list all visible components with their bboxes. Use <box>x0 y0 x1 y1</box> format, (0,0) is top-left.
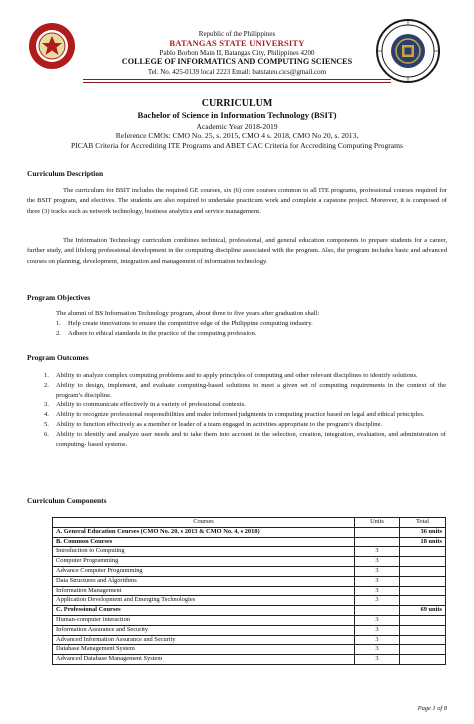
section-heading-description: Curriculum Description <box>27 169 104 178</box>
table-row <box>53 547 446 557</box>
total-cell <box>400 635 446 645</box>
objectives-list <box>56 319 446 339</box>
units-cell: 3 <box>355 557 400 567</box>
total-cell <box>400 566 446 576</box>
table-row <box>53 537 446 547</box>
units-cell: 3 <box>355 566 400 576</box>
table-row <box>53 586 446 596</box>
table-row <box>53 645 446 655</box>
units-cell: 3 <box>355 596 400 606</box>
column-header-courses: Courses <box>53 518 355 528</box>
column-header-total: Total <box>400 518 446 528</box>
section-heading-outcomes: Program Outcomes <box>27 353 89 362</box>
units-cell: 3 <box>355 635 400 645</box>
table-row <box>53 576 446 586</box>
section-heading-objectives: Program Objectives <box>27 293 91 302</box>
units-cell <box>355 537 400 547</box>
header-republic: Republic of the Philippines <box>198 30 276 38</box>
table-row <box>53 527 446 537</box>
course-cell: Human-computer interaction <box>53 615 355 625</box>
table-row <box>53 625 446 635</box>
total-cell <box>400 586 446 596</box>
list-item: 5. Ability to function effectively as a member or leader of a team engaged in activities appropriate to the program’s discipline. <box>44 420 383 428</box>
total-cell <box>400 576 446 586</box>
course-cell: Computer Programming <box>53 557 355 567</box>
table-row <box>53 615 446 625</box>
header-contact: Tel. No. 425-0139 local 2223 Email: batstateu.cics@gmail.com <box>147 68 327 76</box>
units-cell: 3 <box>355 576 400 586</box>
table-row <box>53 606 446 616</box>
total-cell <box>400 547 446 557</box>
table-row <box>53 655 446 665</box>
course-cell: B. Common Courses <box>53 537 355 547</box>
units-cell: 3 <box>355 615 400 625</box>
table-header-row <box>53 518 446 528</box>
table-row <box>53 557 446 567</box>
document-title: CURRICULUM <box>201 98 273 109</box>
description-paragraph-1: The curriculum for BSIT includes the required GE courses, six (6) core courses common to all ITE programs, professional courses required for the BSIT program, and electives. The students are also required to undertake practicum work and complete a capstone project. Moreover, it is composed of three (3) tracks such as network technology, business analytics and service management. <box>27 187 447 215</box>
course-cell: Advance Computer Programming <box>53 566 355 576</box>
units-cell: 3 <box>355 655 400 665</box>
list-item: 2. Adhere to ethical standards in the practice of the computing profession. <box>56 329 257 337</box>
units-cell <box>355 527 400 537</box>
course-cell: A. General Education Courses (CMO No. 20, s 2013 & CMO No. 4, s 2018) <box>53 527 355 537</box>
academic-year: Academic Year 2018-2019 <box>196 122 278 131</box>
accreditation-criteria: PICAB Criteria for Accrediting ITE Programs and ABET CAC Criteria for Accrediting Computing Programs <box>70 141 404 150</box>
course-cell: Application Development and Emerging Technologies <box>53 596 355 606</box>
total-cell <box>400 596 446 606</box>
total-cell <box>400 645 446 655</box>
header-university: BATANGAS STATE UNIVERSITY <box>169 38 305 48</box>
university-seal-icon <box>28 22 76 70</box>
list-item: 4. Ability to recognize professional responsibilities and make informed judgments in computing practice based on legal and ethical principles. <box>44 411 425 419</box>
course-cell: Advanced Information Assurance and Security <box>53 635 355 645</box>
page-number: Page 1 of 8 <box>417 705 447 712</box>
objectives-intro: The alumni of BS Information Technology program, about three to five years after graduation shall: <box>56 310 320 317</box>
list-item: 1. Ability to analyze complex computing problems and to apply principles of computing and other relevant disciplines to identify solutions. <box>44 372 418 379</box>
total-cell <box>400 615 446 625</box>
outcomes-list <box>44 371 446 449</box>
course-cell: Information Management <box>53 586 355 596</box>
table-row <box>53 635 446 645</box>
total-cell <box>400 625 446 635</box>
units-cell: 3 <box>355 645 400 655</box>
course-cell: Advanced Database Management System <box>53 655 355 665</box>
total-cell <box>400 557 446 567</box>
header-address: Pablo Borbon Main II, Batangas City, Philippines 4200 <box>159 49 315 57</box>
units-cell: 3 <box>355 586 400 596</box>
college-seal-icon <box>375 18 441 84</box>
header-divider <box>83 79 391 80</box>
header-college: COLLEGE OF INFORMATICS AND COMPUTING SCIENCES <box>121 57 353 66</box>
total-cell: 18 units <box>400 537 446 547</box>
list-item: 2. Ability to design, implement, and evaluate computing-based solutions to meet a given set of computing requirements in the context of the program’s discipline. <box>44 381 446 399</box>
course-cell: Database Management System <box>53 645 355 655</box>
units-cell <box>355 606 400 616</box>
total-cell: 69 units <box>400 606 446 616</box>
list-item: 6. Ability to identify and analyze user needs and to take them into account in the selection, creation, integration, evaluation, and administration of computing- based systems. <box>44 430 446 448</box>
list-item: 3. Ability to communicate effectively in a variety of professional contexts. <box>44 401 246 409</box>
total-cell: 36 units <box>400 527 446 537</box>
program-name: Bachelor of Science in Information Technology (BSIT) <box>137 110 337 120</box>
course-cell: Data Structures and Algorithms <box>53 576 355 586</box>
course-cell: C. Professional Courses <box>53 606 355 616</box>
units-cell: 3 <box>355 625 400 635</box>
units-cell: 3 <box>355 547 400 557</box>
table-body <box>53 527 446 664</box>
column-header-units: Units <box>355 518 400 528</box>
list-item: 1. Help create innovations to ensure the competitive edge of the Philippine computing industry. <box>56 320 313 327</box>
total-cell <box>400 655 446 665</box>
description-paragraph-2: The Information Technology curriculum combines technical, professional, and general education components to prepare students for a career, further study, and lifelong professional development in the computing discipline associated with the program. Also, the program includes basic and advanced courses on planning, development, integration and management of information technology. <box>27 237 447 265</box>
reference-cmos: Reference CMOs: CMO No. 25, s. 2015, CMO 4 s. 2018, CMO No 20, s. 2013, <box>115 131 359 140</box>
course-cell: Introduction to Computing <box>53 547 355 557</box>
header-divider-thin <box>83 82 391 83</box>
section-heading-components: Curriculum Components <box>27 496 107 505</box>
curriculum-components-table <box>52 517 446 665</box>
course-cell: Information Assurance and Security <box>53 625 355 635</box>
table-row <box>53 596 446 606</box>
table-row <box>53 566 446 576</box>
